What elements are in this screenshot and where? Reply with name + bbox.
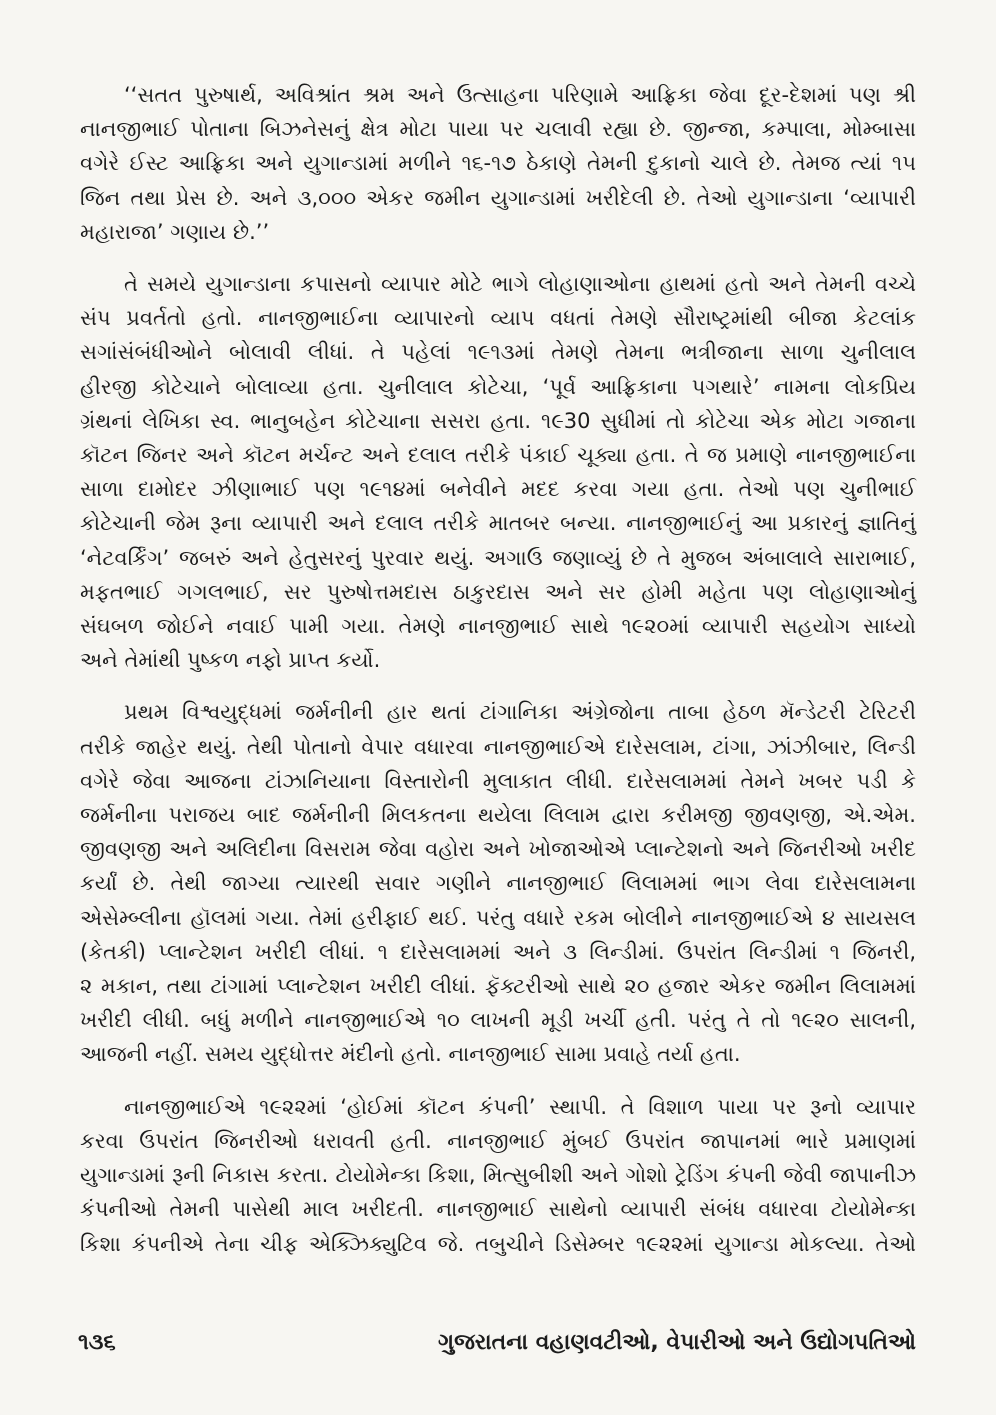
text-line: જીવણજી અને અલિદીના વિસરામ જેવા વહોરા અને ખોજાઓએ પ્લાન્ટેશનો અને જિનરીઓ ખરીદ	[80, 837, 916, 862]
text-line: નાનજીભાઈ પોતાના બિઝનેસનું ક્ષેત્ર મોટા પાયા પર ચલાવી રહ્યા છે. જીન્જા, કમ્પાલા, મોમ્બાસા	[80, 117, 916, 142]
text-line: મફતભાઈ ગગલભાઈ, સર પુરુષોત્તમદાસ ઠાકુરદાસ અને સર હોમી મહેતા પણ લોહાણાઓનું	[80, 579, 916, 604]
text-line: સંપ પ્રવર્તતો હતો. નાનજીભાઈના વ્યાપારનો વ્યાપ વધતાં તેમણે સૌરાષ્ટ્રમાંથી બીજા કેટલાંક	[80, 306, 916, 331]
text-line: કિશા કંપનીએ તેના ચીફ એક્ઝિક્યુટિવ જે. તબુચીને ડિસેમ્બર ૧૯૨૨માં યુગાન્ડા મોકલ્યા. તેઓ	[80, 1231, 916, 1256]
paragraph-quote	[80, 78, 916, 249]
text-line: મહારાજા’ ગણાય છે.’’	[80, 219, 270, 244]
text-line: કરવા ઉપરાંત જિનરીઓ ધરાવતી હતી. નાનજીભાઈ મુંબઈ ઉપરાંત જાપાનમાં ભારે પ્રમાણમાં	[80, 1128, 916, 1153]
text-line: ૨ મકાન, તથા ટાંગામાં પ્લાન્ટેશન ખરીદી લીધાં. ફૅક્ટરીઓ સાથે ૨૦ હજાર એકર જમીન લિલામમાં	[80, 974, 916, 999]
paragraph	[80, 695, 916, 1071]
text-line: સાળા દામોદર ઝીણાભાઈ પણ ૧૯૧૪માં બનેવીને મદદ કરવા ગયા હતા. તેઓ પણ ચુનીભાઈ	[80, 477, 916, 502]
page-footer	[78, 1330, 916, 1370]
text-line: નાનજીભાઈએ ૧૯૨૨માં ‘હોઈમાં કૉટન કંપની’ સ્થાપી. તે વિશાળ પાયા પર રૂનો વ્યાપાર	[124, 1094, 916, 1119]
text-line: જિન તથા પ્રેસ છે. અને ૩,૦૦૦ એકર જમીન યુગાન્ડામાં ખરીદેલી છે. તેઓ યુગાન્ડાના ‘વ્યાપારી	[80, 185, 916, 210]
text-line: એસેમ્બ્લીના હૉલમાં ગયા. તેમાં હરીફાઈ થઈ. પરંતુ વધારે રકમ બોલીને નાનજીભાઈએ ૪ સાયસલ	[80, 905, 916, 930]
paragraph	[80, 1090, 916, 1261]
text-line: કૉટન જિનર અને કૉટન મર્ચન્ટ અને દલાલ તરીકે પંકાઈ ચૂક્યા હતા. તે જ પ્રમાણે નાનજીભાઈના	[80, 443, 916, 468]
text-line: સગાંસંબંધીઓને બોલાવી લીધાં. તે પહેલાં ૧૯૧૩માં તેમણે તેમના ભત્રીજાના સાળા ચુનીલાલ	[80, 340, 916, 365]
text-line: (કેતકી) પ્લાન્ટેશન ખરીદી લીધાં. ૧ દારેસલામમાં અને ૩ લિન્ડીમાં. ઉપરાંત લિન્ડીમાં ૧ જિનરી,	[80, 939, 916, 964]
text-line: પ્રથમ વિશ્વયુદ્ધમાં જર્મનીની હાર થતાં ટાંગાનિકા અંગ્રેજોના તાબા હેઠળ મૅન્ડેટરી ટેરિટરી	[124, 700, 916, 725]
text-line: ખરીદી લીધી. બધું મળીને નાનજીભાઈએ ૧૦ લાખની મૂડી ખર્ચી હતી. પરંતુ તે તો ૧૯૨૦ સાલની,	[80, 1008, 916, 1033]
text-line: વગેરે જેવા આજના ટાંઝાનિયાના વિસ્તારોની મુલાકાત લીધી. દારેસલામમાં તેમને ખબર પડી કે	[80, 768, 916, 793]
text-line: અને તેમાંથી પુષ્કળ નફો પ્રાપ્ત કર્યો.	[80, 648, 381, 673]
text-line: ગ્રંથનાં લેખિકા સ્વ. ભાનુબહેન કોટેચાના સસરા હતા. ૧૯30 સુધીમાં તો કોટેચા એક મોટા ગજાના	[80, 408, 916, 433]
text-line: કોટેચાની જેમ રૂના વ્યાપારી અને દલાલ તરીકે માતબર બન્યા. નાનજીભાઈનું આ પ્રકારનું જ્ઞાતિનું	[80, 511, 916, 536]
text-line: તે સમયે યુગાન્ડાના કપાસનો વ્યાપાર મોટે ભાગે લોહાણાઓના હાથમાં હતો અને તેમની વચ્ચે	[124, 272, 916, 297]
body-text	[80, 78, 916, 1279]
text-line: સંઘબળ જોઈને નવાઈ પામી ગયા. તેમણે નાનજીભાઈ સાથે ૧૯૨૦માં વ્યાપારી સહયોગ સાધ્યો	[80, 614, 916, 639]
text-line: ‘‘સતત પુરુષાર્થ, અવિશ્રાંત શ્રમ અને ઉત્સાહના પરિણામે આફ્રિકા જેવા દૂર-દેશમાં પણ શ્રી	[124, 83, 916, 107]
text-line: આજની નહીં. સમય યુદ્ધોત્તર મંદીનો હતો. નાનજીભાઈ સામા પ્રવાહે તર્યા હતા.	[80, 1042, 741, 1067]
text-line: ‘નેટવર્કિંગ’ જબરું અને હેતુસરનું પુરવાર થયું. અગાઉ જણાવ્યું છે તે મુજબ અંબાલાલે સારાભાઈ,	[80, 545, 916, 570]
text-line: યુગાન્ડામાં રૂની નિકાસ કરતા. ટોયોમેન્કા કિશા, મિત્સુબીશી અને ગોશો ટ્રેડિંગ કંપની જેવી જાપાનીઝ	[80, 1163, 916, 1188]
text-line: કંપનીઓ તેમની પાસેથી માલ ખરીદતી. નાનજીભાઈ સાથેનો વ્યાપારી સંબંધ વધારવા ટોયોમેન્કા	[80, 1197, 916, 1222]
text-line: તરીકે જાહેર થયું. તેથી પોતાનો વેપાર વધારવા નાનજીભાઈએ દારેસલામ, ટાંગા, ઝાંઝીબાર, લિન્ડી	[80, 734, 916, 759]
text-line: વગેરે ઈસ્ટ આફ્રિકા અને યુગાન્ડામાં મળીને ૧૬-૧૭ ઠેકાણે તેમની દુકાનો ચાલે છે. તેમજ ત્યાં ૧૫	[80, 151, 916, 176]
page-number: ૧૩૬	[78, 1330, 116, 1355]
paragraph	[80, 267, 916, 677]
text-line: હીરજી કોટેચાને બોલાવ્યા હતા. ચુનીલાલ કોટેચા, ‘પૂર્વ આફ્રિકાના પગથારે’ નામના લોકપ્રિય	[80, 374, 916, 399]
text-line: જર્મનીના પરાજય બાદ જર્મનીની મિલકતના થયેલા લિલામ દ્વારા કરીમજી જીવણજી, એ.એમ.	[80, 803, 916, 828]
text-line: કર્યાં છે. તેથી જાગ્યા ત્યારથી સવાર ગણીને નાનજીભાઈ લિલામમાં ભાગ લેવા દારેસલામના	[80, 871, 916, 896]
running-title: ગુજરાતના વહાણવટીઓ, વેપારીઓ અને ઉદ્યોગપતિઓ	[438, 1330, 916, 1355]
